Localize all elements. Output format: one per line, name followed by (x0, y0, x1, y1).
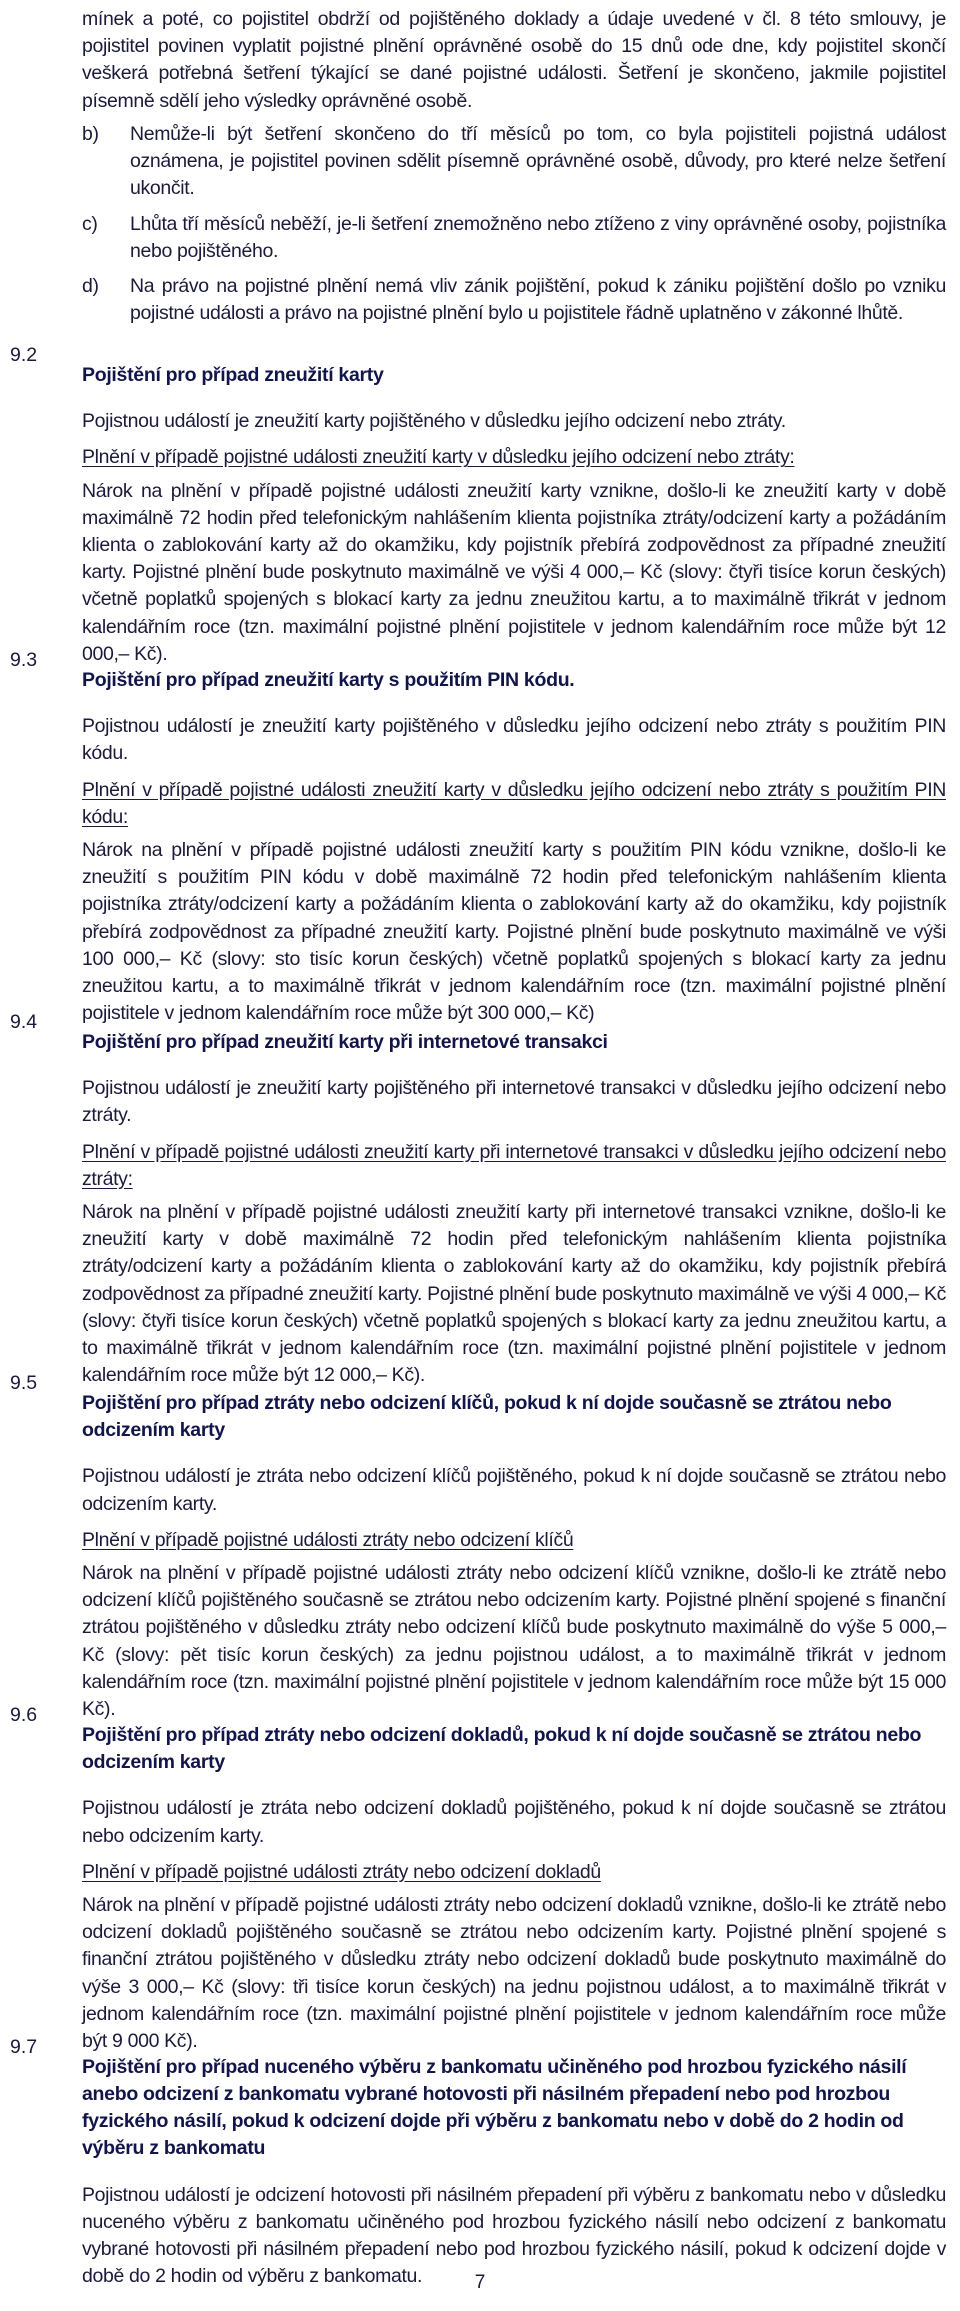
benefit-subheading: Plnění v případě pojistné události zneužití karty v důsledku jejího odcizení nebo ztráty s použitím PIN kódu: (82, 778, 946, 828)
insured-event-text: Pojistnou událostí je zneužití karty pojištěného v důsledku jejího odcizení nebo ztráty. (82, 410, 786, 433)
insured-event-text: Pojistnou událostí je zneužití karty pojištěného v důsledku jejího odcizení nebo ztráty s použitím PIN kódu. (82, 715, 946, 765)
section-9-4 (10, 1009, 946, 1389)
section-heading: Pojištění pro případ ztráty nebo odcizení klíčů, pokud k ní dojde současně se ztrátou nebo odcizením karty (82, 1391, 892, 1441)
list-item-text: Na právo na pojistné plnění nemá vliv zánik pojištění, pokud k zániku pojištění došlo po vzniku pojistné události a právo na pojistné plnění bylo u pojistitele řádně uplatněno v zákonné lhůtě. (130, 275, 946, 325)
section-9-5 (10, 1370, 946, 1723)
insured-event-text: Pojistnou událostí je ztráta nebo odcizení klíčů pojištěného, pokud k ní dojde současně se ztrátou nebo odcizením karty. (82, 1465, 946, 1515)
list-item-label: b) (82, 123, 99, 145)
list-item-c (82, 211, 946, 265)
section-9-3 (10, 647, 946, 1027)
section-heading: Pojištění pro případ zneužití karty s použitím PIN kódu. (82, 668, 575, 691)
section-number: 9.5 (10, 1372, 38, 1394)
claim-text: Nárok na plnění v případě pojistné události zneužití karty při internetové transakci vznikne, došlo-li ke zneužití karty v době maximálně 72 hodin před telefonickým nahlášením klienta pojistníka ztráty/odcizení karty a požádáním klienta o zablokování karty až do okamžiku, kdy pojistník přebírá zodpovědnost za případné zneužití karty. Pojistné plnění bude poskytnuto maximálně ve výši 4 000,– Kč (slovy: čtyři tisíce korun českých) včetně poplatků spojených s blokací karty za jednu zneužitou kartu, a to maximálně třikrát v jednom kalendářním roce (tzn. maximální pojistné plnění pojistitele v jednom kalendářním roce může být 12 000,– Kč). (82, 1201, 946, 1387)
list-item-label: d) (82, 275, 99, 297)
claim-text: Nárok na plnění v případě pojistné události zneužití karty vznikne, došlo-li ke zneužití karty v době maximálně 72 hodin před telefonickým nahlášením klienta pojistníka ztráty/odcizení karty a požádáním klienta o zablokování karty až do okamžiku, kdy pojistník přebírá zodpovědnost za případné zneužití karty. Pojistné plnění bude poskytnuto maximálně ve výši 4 000,– Kč (slovy: čtyři tisíce korun českých) včetně poplatků spojených s blokací karty za jednu zneužitou kartu, a to maximálně třikrát v jednom kalendářním roce (tzn. maximální pojistné plnění pojistitele v jednom kalendářním roce může být 12 000,– Kč). (82, 479, 946, 665)
list-item-text: Lhůta tří měsíců neběží, je-li šetření znemožněno nebo ztíženo z viny oprávněné osoby, pojistníka nebo pojištěného. (130, 213, 946, 263)
insured-event-text: Pojistnou událostí je odcizení hotovosti při násilném přepadení při výběru z bankomatu nebo v důsledku nuceného výběru z bankomatu učiněného pod hrozbou fyzického násilí nebo odcizení z bankomatu vybrané hotovosti při násilném přepadení nebo pod hrozbou fyzického násilí, pokud k odcizení dojde v době do 2 hodin od výběru z bankomatu. (82, 2183, 946, 2288)
benefit-subheading: Plnění v případě pojistné události ztráty nebo odcizení klíčů (82, 1528, 574, 1551)
benefit-subheading: Plnění v případě pojistné události zneužití karty v důsledku jejího odcizení nebo ztráty: (82, 446, 795, 469)
list-item-d (82, 273, 946, 327)
section-number: 9.2 (10, 344, 38, 366)
section-number: 9.3 (10, 649, 38, 671)
section-heading: Pojištění pro případ nuceného výběru z bankomatu učiněného pod hrozbou fyzického násilí anebo odcizení z bankomatu vybrané hotovosti při násilném přepadení nebo pod hrozbou fyzického násilí, pokud k odcizení dojde při výběru z bankomatu nebo v době do 2 hodin od výběru z bankomatu (82, 2055, 907, 2160)
section-9-7 (10, 2034, 946, 2291)
section-9-2 (10, 342, 946, 668)
claim-text: Nárok na plnění v případě pojistné události zneužití karty s použitím PIN kódu vznikne, došlo-li ke zneužití s použitím PIN kódu v době maximálně 72 hodin před telefonickým nahlášením klienta pojistníka ztráty/odcizení karty a požádáním klienta o zablokování karty až do okamžiku, kdy pojistník přebírá zodpovědnost za případné zneužití karty. Pojistné plnění bude poskytnuto maximálně ve výši 100 000,– Kč (slovy: sto tisíc korun českých) včetně poplatků spojených s blokací karty za jednu zneužitou kartu, a to maximálně třikrát v jednom kalendářním roce (tzn. maximální pojistné plnění pojistitele v jednom kalendářním roce může být 300 000,– Kč) (82, 839, 946, 1025)
section-9-6 (10, 1702, 946, 2055)
section-heading: Pojištění pro případ ztráty nebo odcizení dokladů, pokud k ní dojde současně se ztrátou nebo odcizením karty (82, 1723, 922, 1773)
benefit-subheading: Plnění v případě pojistné události zneužití karty při internetové transakci v důsledku jejího odcizení nebo ztráty: (82, 1140, 946, 1190)
insured-event-text: Pojistnou událostí je ztráta nebo odcizení dokladů pojištěného, pokud k ní dojde současně se ztrátou nebo odcizením karty. (82, 1797, 946, 1847)
page-number: 7 (474, 2272, 486, 2293)
intro-paragraph: mínek a poté, co pojistitel obdrží od pojištěného doklady a údaje uvedené v čl. 8 této smlouvy, je pojistitel povinen vyplatit pojistné plnění oprávněné osobě do 15 dnů ode dne, kdy pojistitel skončí veškerá potřebná šetření týkající se dané pojistné události. Šetření je skončeno, jakmile pojistitel písemně sdělí jeho výsledky oprávněné osobě. (82, 8, 946, 112)
section-heading: Pojištění pro případ zneužití karty (82, 363, 384, 386)
section-number: 9.6 (10, 1704, 38, 1726)
list-item-b (82, 121, 946, 203)
claim-text: Nárok na plnění v případě pojistné události ztráty nebo odcizení klíčů vznikne, došlo-li ke ztrátě nebo odcizení klíčů pojištěného současně se ztrátou nebo odcizením karty. Pojistné plnění spojené s finanční ztrátou pojištěného v důsledku ztráty nebo odcizení klíčů bude poskytnuto maximálně do výše 5 000,– Kč (slovy: pět tisíc korun českých) za jednu pojistnou událost, a to maximálně třikrát v jednom kalendářním roce (tzn. maximální pojistné plnění pojistitele v jednom kalendářním roce může být 15 000 Kč). (82, 1562, 946, 1721)
section-number: 9.4 (10, 1011, 38, 1033)
insured-event-text: Pojistnou událostí je zneužití karty pojištěného při internetové transakci v důsledku jejího odcizení nebo ztráty. (82, 1077, 946, 1127)
list-item-text: Nemůže-li být šetření skončeno do tří měsíců po tom, co byla pojistiteli pojistná událost oznámena, je pojistitel povinen sdělit písemně oprávněné osobě, důvody, pro které nelze šetření ukončit. (130, 123, 946, 200)
benefit-subheading: Plnění v případě pojistné události ztráty nebo odcizení dokladů (82, 1860, 601, 1883)
claim-text: Nárok na plnění v případě pojistné události ztráty nebo odcizení dokladů vznikne, došlo-li ke ztrátě nebo odcizení dokladů pojištěného současně se ztrátou nebo odcizením karty. Pojistné plnění spojené s finanční ztrátou pojištěného v důsledku ztráty nebo odcizení dokladů bude poskytnuto maximálně do výše 3 000,– Kč (slovy: tři tisíce korun českých) na jednu pojistnou událost, a to maximálně třikrát v jednom kalendářním roce (tzn. maximální pojistné plnění pojistitele v jednom kalendářním roce může být 9 000 Kč). (82, 1894, 946, 2053)
section-number: 9.7 (10, 2036, 38, 2058)
section-heading: Pojištění pro případ zneužití karty při internetové transakci (82, 1030, 608, 1053)
list-item-label: c) (82, 213, 98, 235)
